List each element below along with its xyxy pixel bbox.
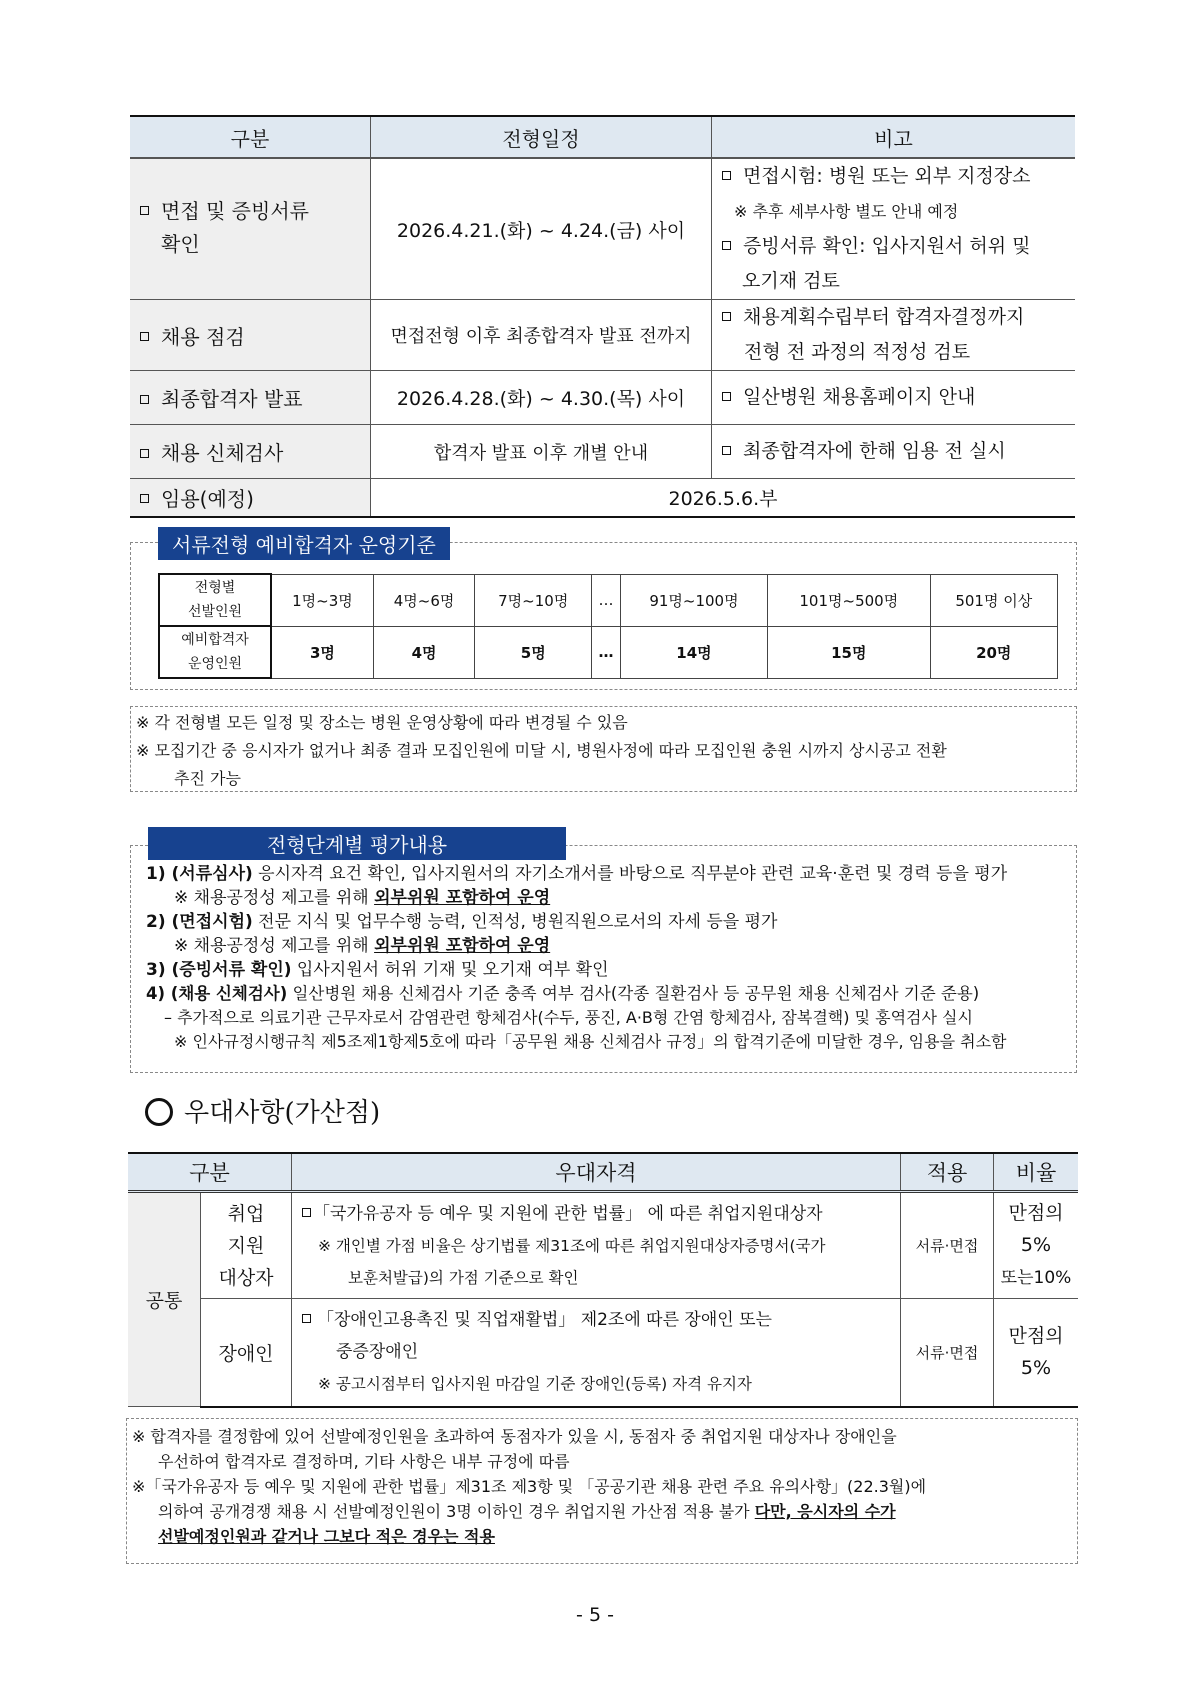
reserve-table — [158, 573, 1058, 679]
row-header: 예비합격자 — [181, 632, 249, 648]
table-row — [130, 300, 1075, 371]
page-number: - 5 - — [576, 1604, 614, 1626]
table-cell: 4명~6명 — [373, 574, 475, 626]
pref-qual: 「국가유공자 등 예우 및 지원에 관한 법률」 에 따른 취업지원대상자 — [313, 1203, 823, 1224]
notice-box — [130, 706, 1077, 792]
category-label-cont: 확인 — [161, 231, 200, 256]
pref-sub: 장애인 — [201, 1299, 292, 1407]
table-cell: … — [592, 574, 621, 626]
schedule-table — [130, 115, 1075, 518]
table-cell: 5명 — [475, 626, 592, 678]
notice-line: ※ 모집기간 중 응시자가 없거나 최종 결과 모집인원에 미달 시, 병원사정에 따라 모집인원 충원 시까지 상시공고 전환 — [136, 741, 947, 760]
pref-group: 공통 — [128, 1192, 201, 1407]
step-number: 4) — [146, 984, 171, 1003]
table-cell: 15명 — [768, 626, 930, 678]
pref-sub: 지원 — [227, 1234, 265, 1257]
circle-bullet-icon — [145, 1098, 173, 1126]
step-note: ※ 인사규정시행규칙 제5조제1항제5호에 따라「공무원 채용 신체검사 규정」의 합격기준에 미달한 경우, 임용을 취소함 — [174, 1032, 1007, 1051]
notice-emph: 다만, 응시자의 수가 — [754, 1502, 896, 1521]
table-cell: 4명 — [373, 626, 475, 678]
schedule-header-category: 구분 — [130, 116, 371, 158]
note-text: 오기재 검토 — [742, 270, 840, 292]
schedule-header-notes: 비고 — [712, 116, 1076, 158]
step-head: (면접시험) — [171, 912, 253, 932]
preference-heading: 우대사항(가산점) — [184, 1098, 381, 1128]
pref-qual: 「장애인고용촉진 및 직업재활법」 제2조에 따른 장애인 또는 — [317, 1310, 772, 1331]
note-text: 일산병원 채용홈페이지 안내 — [743, 386, 976, 408]
category-label: 면접 및 증빙서류 — [161, 198, 309, 223]
period-value: 2026.4.28.(화) ~ 4.30.(목) 사이 — [371, 371, 712, 425]
step-number: 1) — [146, 864, 172, 884]
notice-emph: 선발예정인원과 같거나 그보다 적은 경우는 적용 — [158, 1527, 495, 1546]
note-text: 증빙서류 확인: 입사지원서 허위 및 — [743, 235, 1031, 257]
notice-box-2 — [126, 1418, 1078, 1564]
schedule-header-period: 전형일정 — [371, 116, 712, 158]
pref-rate: 또는10% — [1000, 1268, 1072, 1288]
bullet-icon — [140, 494, 149, 503]
step-body: 전문 지식 및 업무수행 능력, 인적성, 병원직원으로서의 자세 등을 평가 — [252, 912, 778, 932]
step-number: 2) — [146, 912, 172, 932]
pref-qual-note: ※ 공고시점부터 입사지원 마감일 기준 장애인(등록) 자격 유지자 — [318, 1375, 752, 1394]
evaluation-title: 전형단계별 평가내용 — [148, 827, 566, 860]
pref-rate: 5% — [1020, 1234, 1052, 1256]
pref-header-category: 구분 — [128, 1153, 292, 1192]
note-text: 채용계획수립부터 합격자결정까지 — [743, 306, 1025, 328]
preference-table — [128, 1152, 1078, 1408]
step-note-emph: 외부위원 포함하여 운영 — [374, 888, 551, 908]
period-value: 2026.5.6.부 — [371, 479, 1076, 517]
reserve-title: 서류전형 예비합격자 운영기준 — [158, 527, 450, 560]
bullet-icon — [140, 332, 149, 341]
row-header: 선발인원 — [187, 604, 243, 620]
step-note-emph: 외부위원 포함하여 운영 — [374, 936, 551, 956]
table-cell: 501명 이상 — [930, 574, 1057, 626]
pref-rate: 만점의 — [1008, 1325, 1064, 1348]
period-value: 2026.4.21.(화) ~ 4.24.(금) 사이 — [371, 158, 712, 300]
table-row — [159, 626, 1058, 678]
pref-sub: 취업 — [227, 1202, 265, 1225]
bullet-icon — [140, 449, 149, 458]
row-header: 전형별 — [194, 580, 236, 596]
table-row — [130, 371, 1075, 425]
note-text: 면접시험: 병원 또는 외부 지정장소 — [743, 165, 1031, 187]
bullet-icon — [302, 1208, 311, 1217]
category-label: 최종합격자 발표 — [161, 387, 303, 411]
bullet-icon — [722, 446, 731, 455]
category-label: 채용 신체검사 — [161, 441, 284, 465]
table-row — [130, 479, 1075, 517]
category-label: 임용(예정) — [161, 486, 254, 511]
table-row — [128, 1192, 1078, 1299]
table-cell: 91명~100명 — [620, 574, 767, 626]
notice-line: ※「국가유공자 등 예우 및 지원에 관한 법률」제31조 제3항 및 「공공기관 채용 관련 주요 유의사항」(22.3월)에 — [132, 1477, 927, 1496]
pref-header-apply: 적용 — [901, 1153, 994, 1192]
step-body: 응시자격 요건 확인, 입사지원서의 자기소개서를 바탕으로 직무분야 관련 교육·훈련 및 경력 등을 평가 — [252, 864, 1008, 884]
pref-sub: 대상자 — [218, 1266, 274, 1289]
pref-apply: 서류·면접 — [901, 1192, 994, 1299]
step-head: (채용 신체검사) — [170, 984, 288, 1003]
notice-line: ※ 합격자를 결정함에 있어 선발예정인원을 초과하여 동점자가 있을 시, 동점자 중 취업지원 대상자나 장애인을 — [132, 1427, 897, 1446]
bullet-icon — [140, 395, 149, 404]
pref-qual: 중증장애인 — [336, 1342, 419, 1363]
step-note: ※ 채용공정성 제고를 위해 — [174, 888, 375, 908]
note-text: 전형 전 과정의 적정성 검토 — [744, 341, 971, 363]
step-note: ※ 채용공정성 제고를 위해 — [174, 936, 375, 956]
pref-qual-note: 보훈처발급)의 가점 기준으로 확인 — [348, 1268, 579, 1287]
pref-header-qualification: 우대자격 — [292, 1153, 901, 1192]
table-cell: 14명 — [620, 626, 767, 678]
pref-header-rate: 비율 — [994, 1153, 1079, 1192]
table-row — [130, 158, 1075, 300]
note-text: ※ 추후 세부사항 별도 안내 예정 — [734, 202, 959, 221]
table-row — [128, 1299, 1078, 1407]
table-cell: 101명~500명 — [768, 574, 930, 626]
notice-line: 추진 가능 — [174, 769, 241, 788]
step-number: 3) — [146, 960, 172, 980]
table-cell: … — [592, 626, 621, 678]
table-cell: 3명 — [271, 626, 373, 678]
pref-qual-note: ※ 개인별 가점 비율은 상기법률 제31조에 따른 취업지원대상자증명서(국가 — [318, 1236, 826, 1255]
table-cell: 20명 — [930, 626, 1057, 678]
table-row — [159, 574, 1058, 626]
bullet-icon — [722, 312, 731, 321]
evaluation-content — [146, 862, 1071, 1054]
step-head: (증빙서류 확인) — [171, 960, 292, 980]
notice-line: 우선하여 합격자로 결정하며, 기타 사항은 내부 규정에 따름 — [158, 1452, 570, 1471]
step-body: 일산병원 채용 신체검사 기준 충족 여부 검사(각종 질환검사 등 공무원 채용 신체검사 기준 준용) — [287, 984, 980, 1003]
row-header: 운영인원 — [187, 656, 243, 672]
period-value: 합격자 발표 이후 개별 안내 — [371, 425, 712, 479]
category-label: 채용 점검 — [161, 324, 245, 349]
step-body: 입사지원서 허위 기재 및 오기재 여부 확인 — [291, 960, 609, 980]
bullet-icon — [722, 392, 731, 401]
bullet-icon — [302, 1314, 311, 1323]
table-row — [130, 425, 1075, 479]
bullet-icon — [722, 171, 731, 180]
step-head: (서류심사) — [171, 864, 253, 884]
pref-rate: 5% — [1020, 1357, 1052, 1380]
bullet-icon — [140, 206, 149, 215]
notice-line: ※ 각 전형별 모든 일정 및 장소는 병원 운영상황에 따라 변경될 수 있음 — [136, 713, 628, 732]
pref-rate: 만점의 — [1008, 1202, 1064, 1224]
note-text: 최종합격자에 한해 임용 전 실시 — [743, 440, 1006, 462]
table-cell: 7명~10명 — [475, 574, 592, 626]
table-cell: 1명~3명 — [271, 574, 373, 626]
step-detail: – 추가적으로 의료기관 근무자로서 감염관련 항체검사(수두, 풍진, A·B형 간염 항체검사, 잠복결핵) 및 홍역검사 실시 — [164, 1008, 973, 1027]
pref-apply: 서류·면접 — [901, 1299, 994, 1407]
bullet-icon — [722, 241, 731, 250]
notice-line: 의하여 공개경쟁 채용 시 선발예정인원이 3명 이하인 경우 취업지원 가산점 적용 불가 — [158, 1502, 755, 1521]
period-value: 면접전형 이후 최종합격자 발표 전까지 — [371, 300, 712, 371]
